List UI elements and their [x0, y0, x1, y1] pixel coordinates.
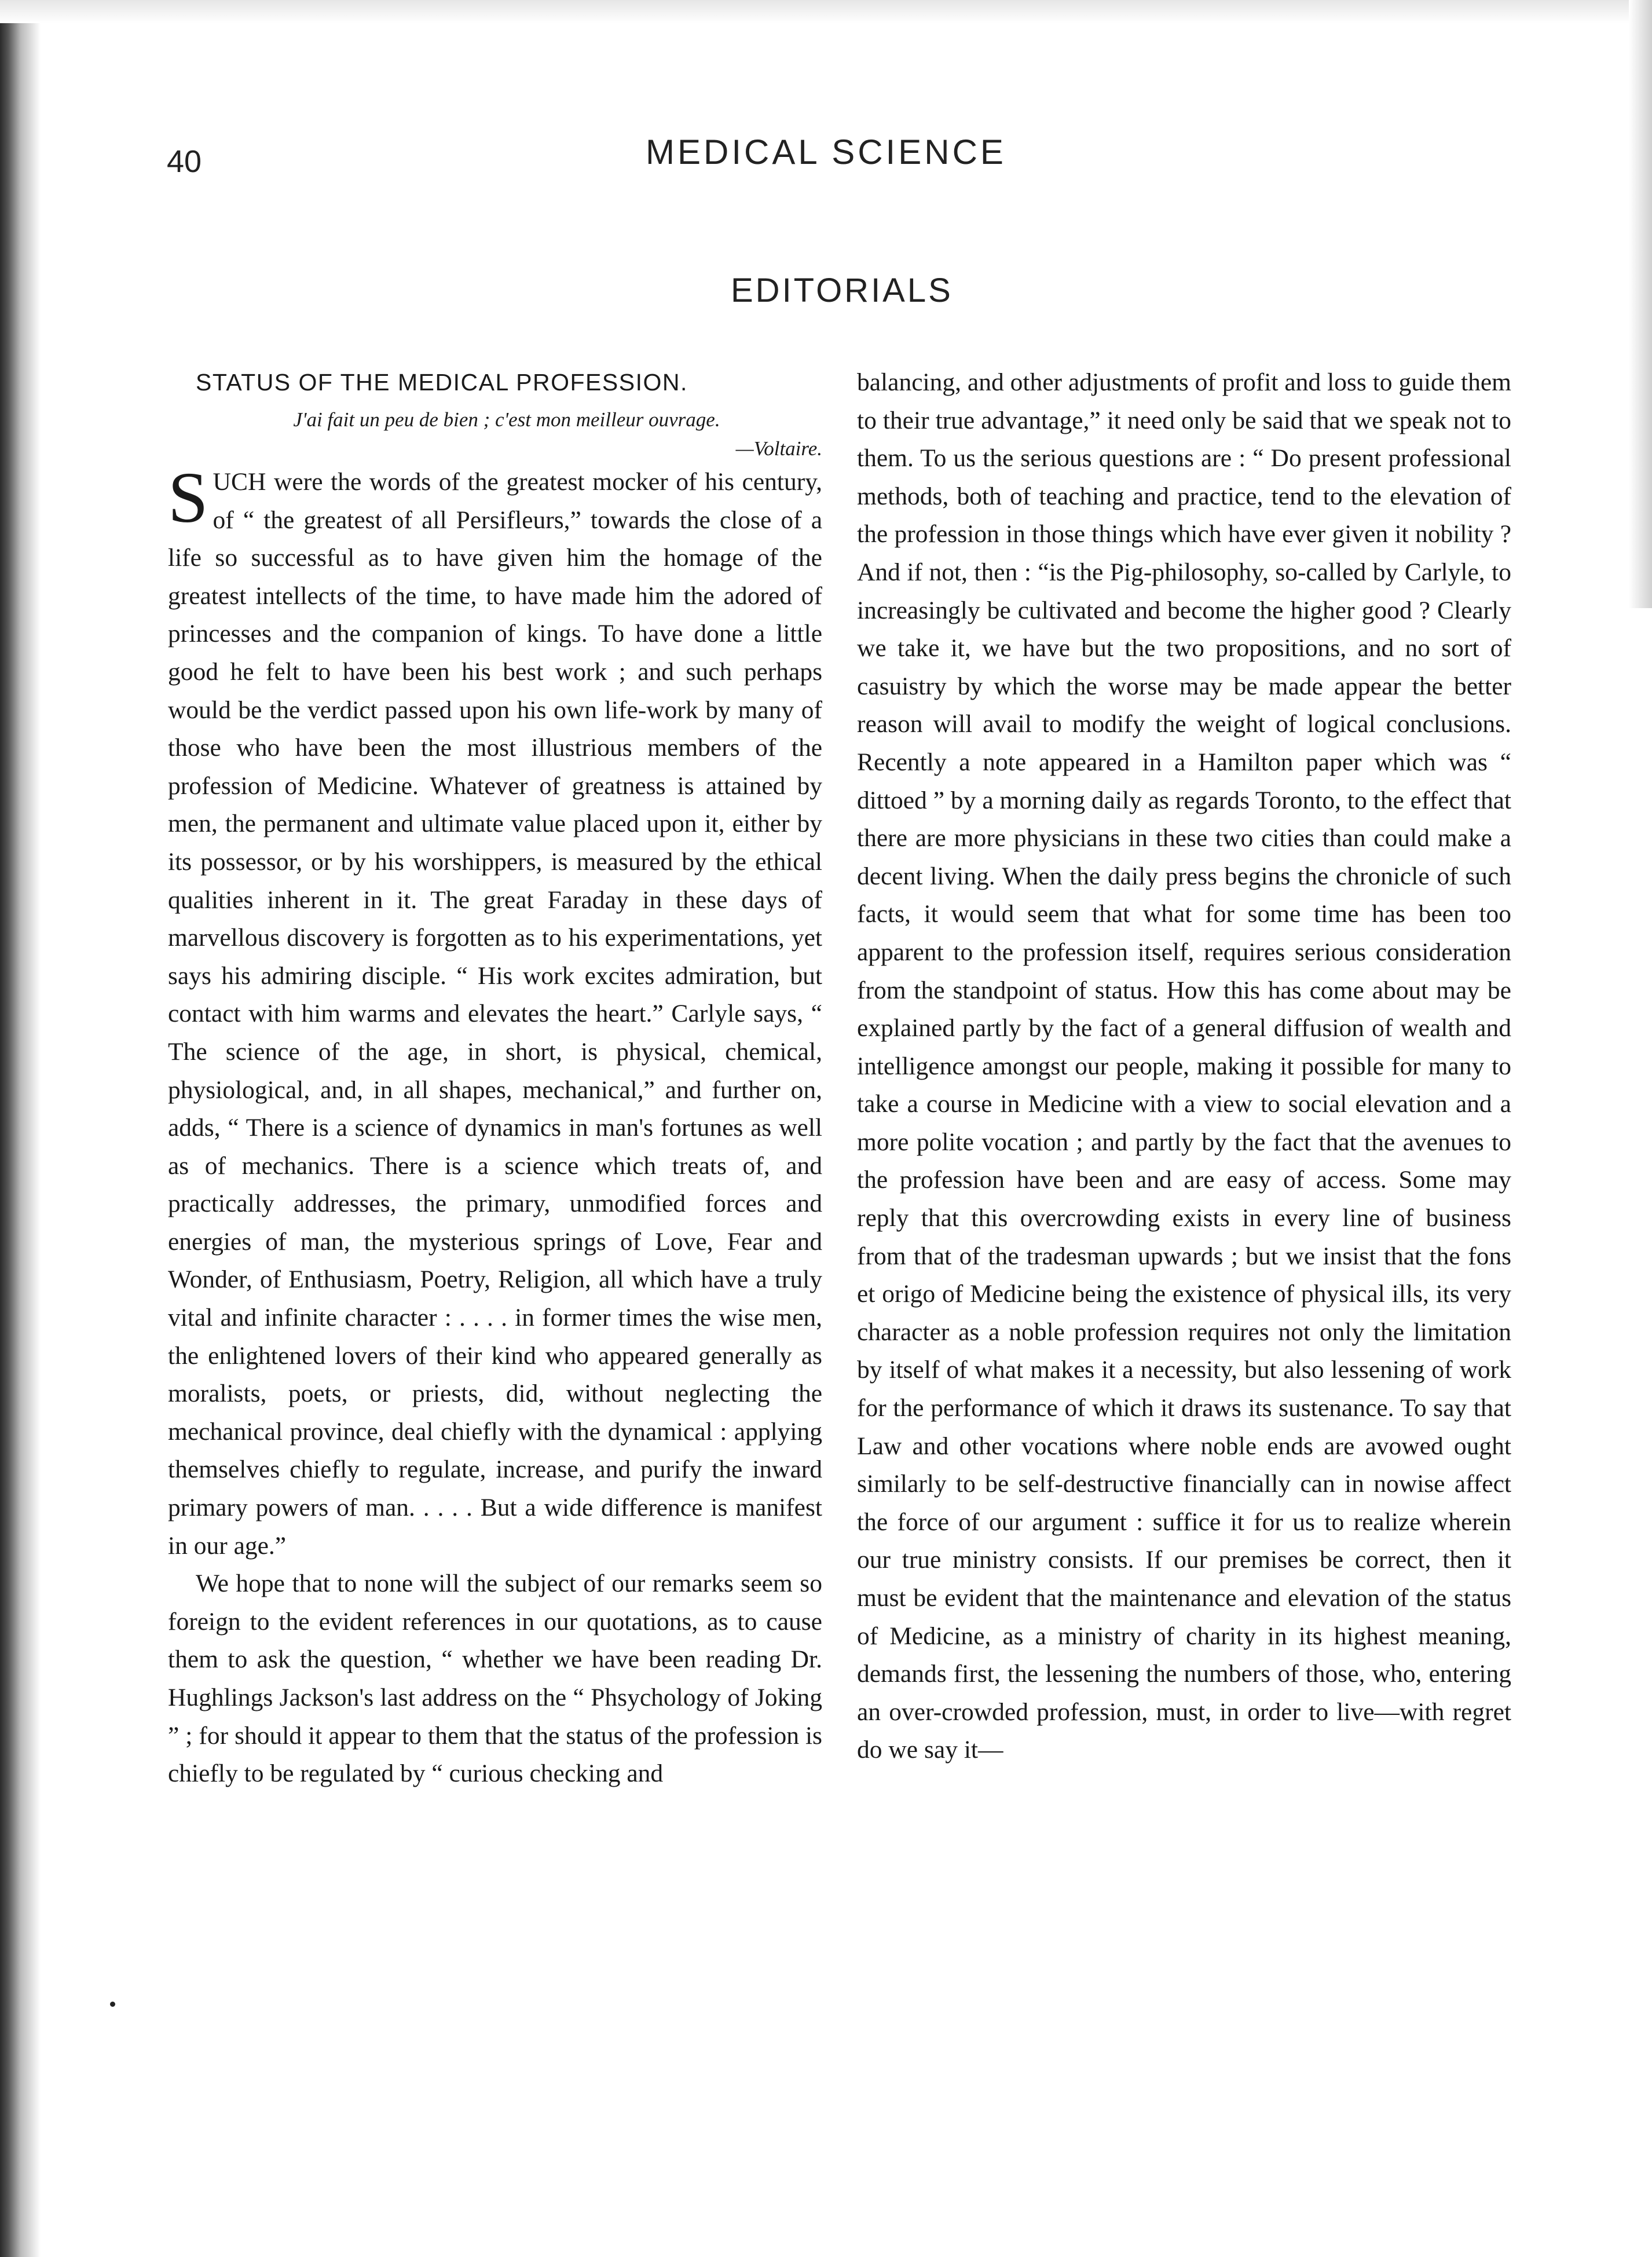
article-title: STATUS OF THE MEDICAL PROFESSION.	[196, 369, 688, 396]
paragraph-1	[168, 458, 822, 1565]
left-column	[168, 365, 822, 1793]
page-number: 40	[167, 144, 202, 179]
scan-shadow-top	[0, 0, 1652, 23]
paragraph-2-left: We hope that to none will the subject of our remarks seem so foreign to the evident references in our quotations, as to cause them to ask the question, “ whether we have been reading Dr. Hughlings Jackson's last address on the “ Phsychology of Joking ” ; for should it appear to them that the status of the profession is chiefly to be regulated by “ curious checking and	[168, 1570, 822, 1788]
scan-shadow-right	[1629, 0, 1652, 608]
right-column	[857, 364, 1511, 1769]
section-title: EDITORIALS	[731, 272, 953, 309]
running-head: MEDICAL SCIENCE	[646, 133, 1006, 171]
ink-dot	[110, 2002, 115, 2007]
scan-shadow-left	[0, 0, 41, 2257]
paragraph-2-right: balancing, and other adjustments of profit and loss to guide them to their true advantage,” it need only be said that we speak not to them. To us the serious questions are : “ Do present professional methods, both of teaching and practice, tend to the elevation of the profession in those things which have ever given it nobility ? And if not, then : “is the Pig-philosophy, so-called by Carlyle, to increasingly be cultivated and become the higher good ? Clearly we take it, we have but the two propositions, and no sort of casuistry by which the worse may be made appear the better reason will avail to modify the weight of logical conclusions. Recently a note appeared in a Hamilton paper which was “ dittoed ” by a morning daily as regards Toronto, to the effect that there are more physicians in these two cities than could make a decent living. When the daily press begins the chronicle of such facts, it would seem that what for some time has been too apparent to the profession itself, requires serious consideration from the standpoint of status. How this has come about may be explained partly by the fact of a general diffusion of wealth and intelligence amongst our people, making it possible for many to take a course in Medicine with a view to social elevation and a more polite vocation ; and partly by the fact that the avenues to the profession have been and are easy of access. Some may reply that this overcrowding exists in every line of business from that of the tradesman upwards ; but we insist that the fons et origo of Medicine being the existence of physical ills, its very character as a noble profession requires not only the limitation by itself of what makes it a necessity, but also lessening of work for the performance of which it draws its sustenance. To say that Law and other vocations where noble ends are avowed ought similarly to be self-destructive financially can in nowise affect the force of our argument : suffice it for us to realize wherein our true ministry consists. If our premises be correct, then it must be evident that the maintenance and elevation of the status of Medicine, as a ministry of charity in its highest meaning, demands first, the lessening the numbers of those, who, entering an over-crowded profession, must, in order to live—with regret do we say it—	[857, 368, 1511, 1764]
drop-cap: S	[168, 458, 208, 538]
epigraph: J'ai fait un peu de bien ; c'est mon meilleur ouvrage.	[293, 408, 720, 431]
epigraph-attribution: —Voltaire.	[735, 437, 822, 460]
paragraph-1-text: UCH were the words of the greatest mocker of his century, of “ the greatest of all Persifleurs,” towards the close of a life so successful as to have given him the homage of the greatest intellects of the time, to have made him the adored of princesses and the companion of kings. To have done a little good he felt to have been his best work ; and such perhaps would be the verdict passed upon his own life-work by many of those who have been the most illustrious members of the profession of Medicine. Whatever of greatness is attained by men, the permanent and ultimate value placed upon it, either by its possessor, or by his worshippers, is measured by the ethical qualities inherent in it. The great Faraday in these days of marvellous discovery is forgotten as to his experimentations, yet says his admiring disciple. “ His work excites admiration, but contact with him warms and elevates the heart.” Carlyle says, “ The science of the age, in short, is physical, chemical, physiological, and, in all shapes, mechanical,” and further on, adds, “ There is a science of dynamics in man's fortunes as well as of mechanics. There is a science which treats of, and practically addresses, the primary, unmodified forces and energies of man, the mysterious springs of Love, Fear and Wonder, of Enthusiasm, Poetry, Religion, all which have a truly vital and infinite character : . . . . in former times the wise men, the enlightened lovers of their kind who appeared generally as moralists, poets, or priests, did, without neglecting the mechanical province, deal chiefly with the dynamical : applying themselves chiefly to regulate, increase, and purify the inward primary powers of man. . . . . But a wide difference is manifest in our age.”	[168, 468, 822, 1560]
